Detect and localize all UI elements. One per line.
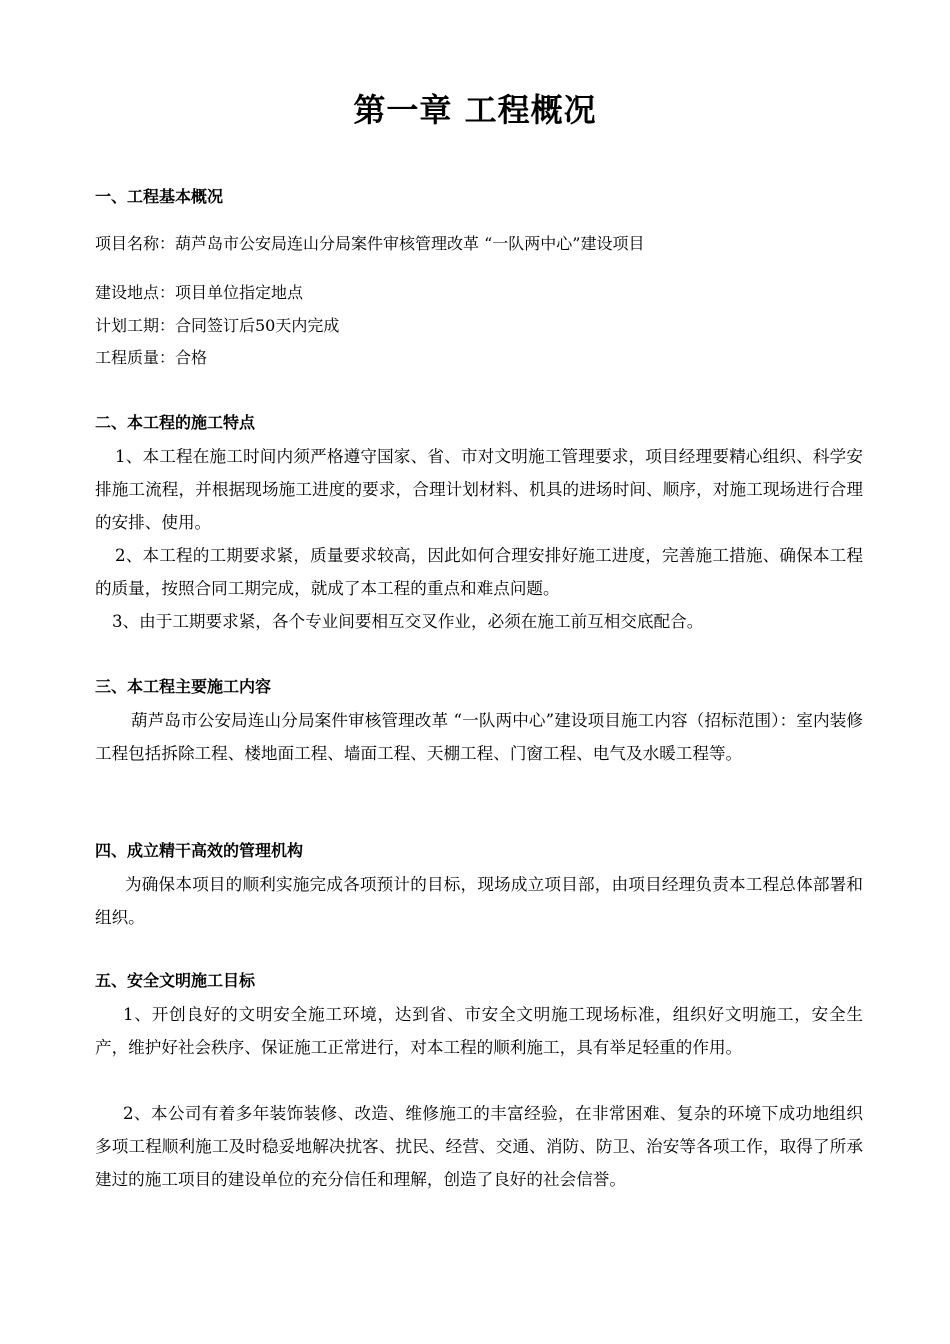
section-4-heading: 四、成立精干高效的管理机构 <box>95 841 304 860</box>
section-3-heading: 三、本工程主要施工内容 <box>95 677 272 696</box>
section-3-paragraph: 葫芦岛市公安局连山分局案件审核管理改革 “一队两中心”建设项目施工内容（招标范围）：室内装修工程包括拆除工程、楼地面工程、墙面工程、天棚工程、门窗工程、电气及水暖工程等。 <box>95 711 863 763</box>
section-5-paragraph: 1、开创良好的文明安全施工环境，达到省、市安全文明施工现场标准，组织好文明施工，安全生产，维护好社会秩序、保证施工正常进行，对本工程的顺利施工，具有举足轻重的作用。 <box>95 1005 863 1057</box>
section-4-paragraph: 为确保本项目的顺利实施完成各项预计的目标，现场成立项目部，由项目经理负责本工程总体部署和组织。 <box>95 875 863 927</box>
section-2-paragraph: 3、由于工期要求紧，各个专业间要相互交叉作业，必须在施工前互相交底配合。 <box>112 612 704 631</box>
section-2-heading: 二、本工程的施工特点 <box>95 413 256 432</box>
quality-line: 工程质量：合格 <box>95 348 208 367</box>
section-5-heading: 五、安全文明施工目标 <box>95 971 256 990</box>
schedule-line: 计划工期：合同签订后50天内完成 <box>95 316 340 335</box>
section-5-paragraph: 2、本公司有着多年装饰装修、改造、维修施工的丰富经验，在非常困难、复杂的环境下成功地组织多项工程顺利施工及时稳妥地解决扰客、扰民、经营、交通、消防、防卫、治安等各项工作，取得了所承建过的施工项目的建设单位的充分信任和理解，创造了良好的社会信誉。 <box>95 1104 863 1189</box>
section-2-paragraph: 2、本工程的工期要求紧，质量要求较高，因此如何合理安排好施工进度，完善施工措施、确保本工程的质量，按照合同工期完成，就成了本工程的重点和难点问题。 <box>95 546 863 598</box>
project-name-line: 项目名称：葫芦岛市公安局连山分局案件审核管理改革 “一队两中心”建设项目 <box>95 234 645 253</box>
section-2-paragraph: 1、本工程在施工时间内须严格遵守国家、省、市对文明施工管理要求，项目经理要精心组织、科学安排施工流程，并根据现场施工进度的要求，合理计划材料、机具的进场时间、顺序，对施工现场进行合理的安排、使用。 <box>95 447 863 532</box>
section-1-heading: 一、工程基本概况 <box>95 187 224 206</box>
page-title: 第一章 工程概况 <box>353 91 597 129</box>
location-line: 建设地点：项目单位指定地点 <box>95 283 304 302</box>
